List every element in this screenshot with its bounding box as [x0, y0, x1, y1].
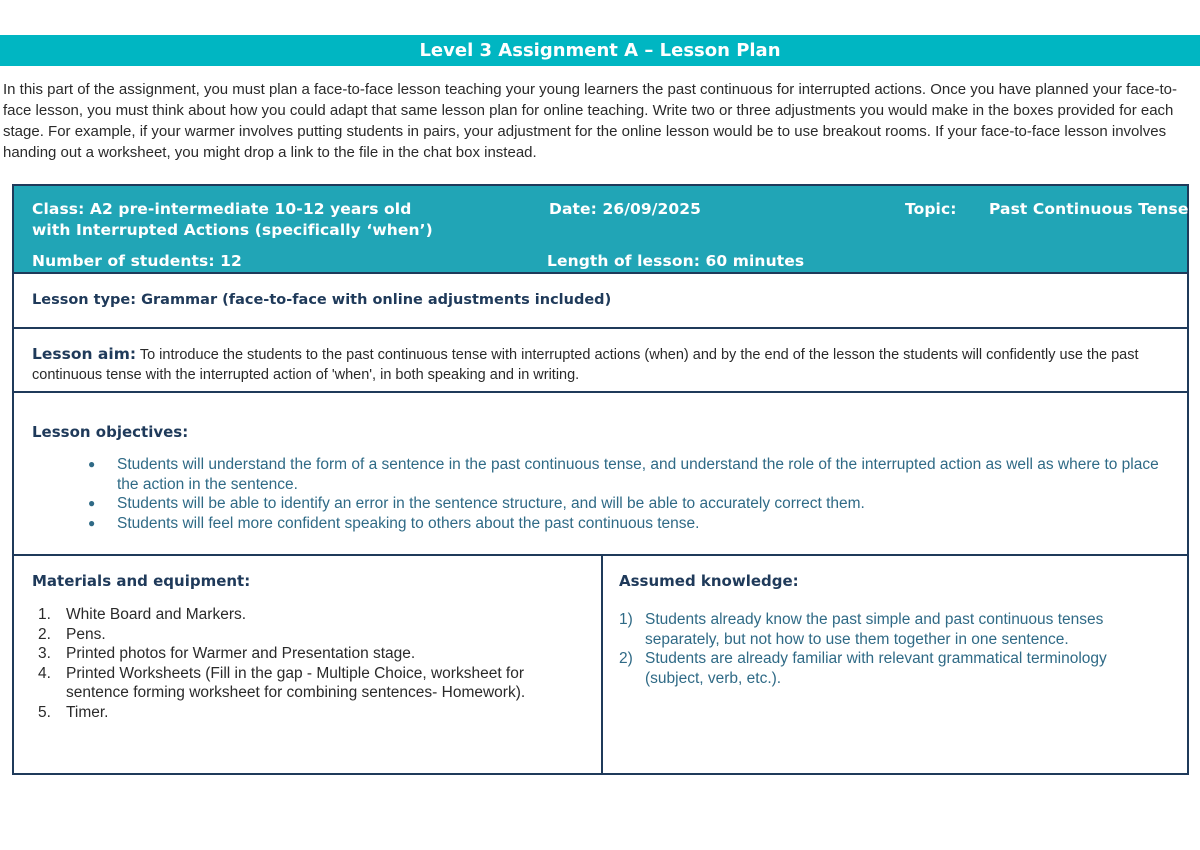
- objective-item: ● Students will be able to identify an error in the sentence structure, and will be able to accurately correct them.: [88, 494, 1168, 514]
- class-topic-continuation: with Interrupted Actions (specifically ‘when’): [32, 221, 433, 239]
- aim-text: To introduce the students to the past continuous tense with interrupted actions (when) and by the end of the lesson the students will confidently use the past continuous tense with the interrupted action of 'when', in both speaking and in writing.: [32, 347, 1139, 383]
- objectives-row: [14, 393, 1187, 556]
- date-label: Date: 26/09/2025: [549, 200, 702, 218]
- objectives-list: [88, 455, 1168, 533]
- aim-label: Lesson aim:: [32, 345, 137, 363]
- topic-label: Topic:: [905, 200, 957, 218]
- topic-value: Past Continuous Tense: [989, 200, 1189, 218]
- objectives-label: Lesson objectives:: [32, 423, 189, 441]
- lesson-length: Length of lesson: 60 minutes: [547, 252, 805, 270]
- page-title: Level 3 Assignment A – Lesson Plan: [0, 35, 1200, 66]
- knowledge-item: 1) Students already know the past simple and past continuous tenses separately, but not how to use them together in one sentence.: [619, 611, 1104, 648]
- materials-item: 1. White Board and Markers.: [38, 606, 247, 623]
- materials-item: 2. Pens.: [38, 625, 106, 643]
- materials-item: 4. Printed Worksheets (Fill in the gap - Multiple Choice, worksheet for sentence forming worksheet for combining sentences- Homework).: [38, 664, 526, 701]
- knowledge-item: 2) Students are already familiar with relevant grammatical terminology (subject, verb, etc.).: [619, 650, 1107, 687]
- materials-item: 5. Timer.: [38, 703, 109, 721]
- class-label: Class: A2 pre-intermediate 10-12 years old: [32, 200, 412, 218]
- knowledge-list: [619, 610, 1149, 688]
- intro-paragraph: In this part of the assignment, you must plan a face-to-face lesson teaching your young learners the past continuous for interrupted actions. Once you have planned your face-to-face lesson, you must think about how you could adapt that same lesson plan for online teaching. Write two or three adjustments you would make in the boxes provided for each stage. For example, if your warmer involves putting students in pairs, your adjustment for the online lesson would be to use breakout rooms. If your face-to-face lesson involves handing out a worksheet, you might drop a link to the file in the chat box instead.: [3, 81, 1178, 161]
- lesson-type: Lesson type: Grammar (face-to-face with online adjustments included): [32, 292, 612, 308]
- knowledge-cell: [603, 556, 1187, 773]
- materials-knowledge-row: [14, 556, 1187, 773]
- materials-item: 3. Printed photos for Warmer and Presentation stage.: [38, 645, 416, 662]
- materials-cell: [14, 556, 603, 773]
- lesson-plan-table: [12, 184, 1189, 775]
- lesson-aim: [32, 345, 1182, 385]
- lesson-type-row: [14, 274, 1187, 329]
- objective-item: ● Students will understand the form of a sentence in the past continuous tense, and understand the role of the interrupted action as well as where to place the action in the sentence.: [88, 455, 1168, 494]
- objective-item: ● Students will feel more confident speaking to others about the past continuous tense.: [88, 514, 1168, 534]
- students-count: Number of students: 12: [32, 252, 242, 270]
- lesson-aim-row: [14, 329, 1187, 393]
- materials-list: [38, 605, 578, 722]
- knowledge-label: Assumed knowledge:: [619, 572, 799, 590]
- plan-header: [14, 186, 1187, 274]
- materials-label: Materials and equipment:: [32, 572, 251, 590]
